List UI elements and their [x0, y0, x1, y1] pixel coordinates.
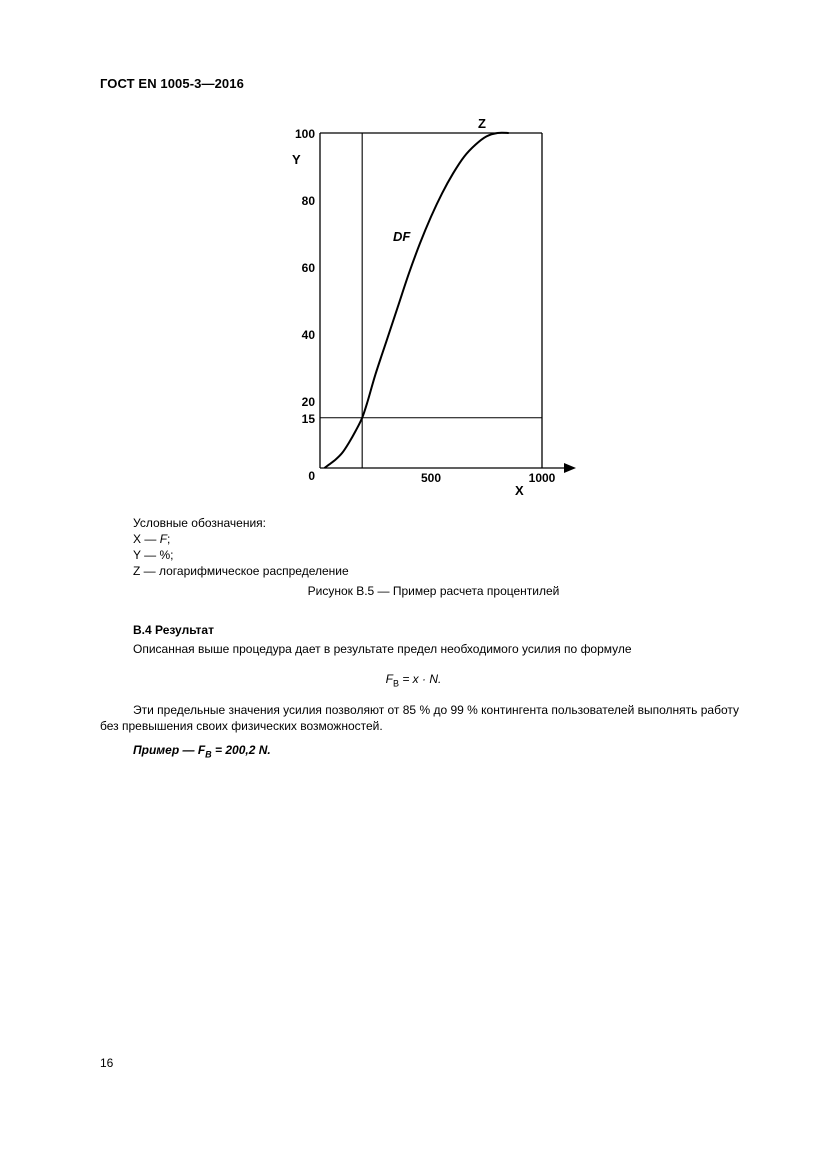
- legend-x-end: ;: [167, 532, 171, 546]
- formula-rest: = x · N.: [399, 672, 442, 686]
- legend-z-item: Z — логарифмическое распределение: [133, 564, 349, 578]
- example-rest: = 200,2 N.: [211, 743, 271, 757]
- y-axis-label: Y: [292, 152, 301, 167]
- x-axis-label: X: [515, 483, 524, 498]
- formula: [0, 672, 827, 688]
- section-heading: В.4 Результат: [133, 623, 214, 637]
- legend-x-item: [133, 531, 349, 547]
- document-header: ГОСТ EN 1005-3—2016: [100, 76, 244, 91]
- x-tick-label: 500: [420, 471, 442, 485]
- reference-lines: [320, 133, 542, 468]
- x-tick-label: 1000: [528, 471, 556, 485]
- percentile-chart: [0, 0, 827, 520]
- legend-x-value: F: [159, 532, 168, 546]
- y-tick-label: 80: [301, 194, 315, 208]
- result-text-line1: Эти предельные значения усилия позволяют от 85 % до 99 % контингента пользователей выполнять работу: [133, 703, 740, 717]
- figure-caption-row: [0, 584, 827, 598]
- y-tick-label: 60: [301, 261, 315, 275]
- example-subscript: B: [205, 749, 212, 760]
- y-tick-label: 40: [301, 328, 315, 342]
- figure-caption: Рисунок В.5 — Пример расчета процентилей: [307, 584, 560, 598]
- y-tick-label: 20: [301, 395, 315, 409]
- top-label: Z: [478, 116, 486, 131]
- legend-x-key: X —: [133, 532, 157, 546]
- example: [133, 743, 271, 759]
- y-tick-label: 100: [294, 127, 315, 141]
- x-axis-arrow: [564, 463, 576, 473]
- legend: [133, 515, 349, 579]
- legend-y-item: Y — %;: [133, 548, 174, 562]
- y-tick-label: 15: [301, 411, 315, 426]
- formula-subscript: B: [392, 678, 399, 689]
- tick-labels: [295, 127, 556, 485]
- section-intro: Описанная выше процедура дает в результате предел необходимого усилия по формуле: [133, 642, 632, 656]
- result-text-line2: без превышения своих физических возможностей.: [100, 719, 383, 733]
- page-number: 16: [100, 1056, 114, 1070]
- example-prefix: Пример — F: [133, 743, 206, 757]
- curve-label: DF: [393, 229, 411, 244]
- y-tick-label: 0: [308, 469, 315, 483]
- legend-title: Условные обозначения:: [133, 516, 266, 530]
- formula-symbol: F: [385, 672, 393, 686]
